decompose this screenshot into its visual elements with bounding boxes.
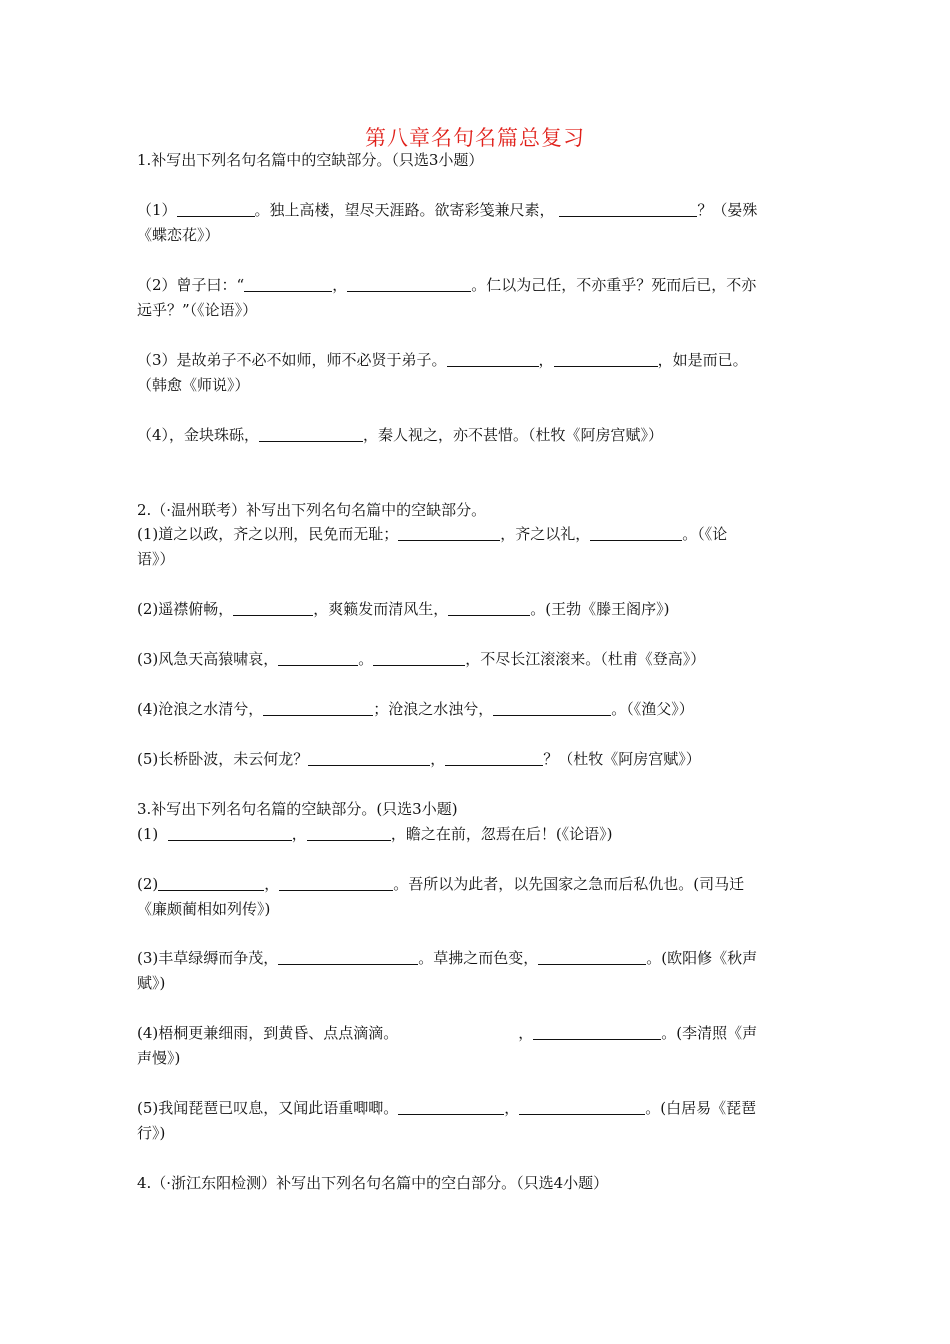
blank[interactable] xyxy=(448,599,530,616)
blank[interactable] xyxy=(278,649,358,666)
blank[interactable] xyxy=(373,649,465,666)
blank[interactable] xyxy=(279,874,393,891)
blank[interactable] xyxy=(398,524,500,541)
s3-q2-line2: 《廉颇蔺相如列传》) xyxy=(137,900,271,918)
blank[interactable] xyxy=(233,599,313,616)
blank[interactable] xyxy=(168,824,292,841)
section-4-heading: 4.（·浙江东阳检测）补写出下列名句名篇中的空白部分。（只选4小题） xyxy=(137,1174,609,1192)
s1-q3-line2: （韩愈《师说》） xyxy=(137,376,250,394)
s2-q1-line1: (1)道之以政，齐之以刑，民免而无耻； ，齐之以礼， 。（《论 xyxy=(137,525,728,543)
blank[interactable] xyxy=(308,749,430,766)
blank[interactable] xyxy=(158,874,264,891)
s2-q5-line: (5)长桥卧波，未云何龙？ ， ？（杜牧《阿房宫赋》） xyxy=(137,750,701,768)
blank[interactable] xyxy=(398,1098,504,1115)
blank[interactable] xyxy=(533,1023,661,1040)
s3-q5-line1: (5)我闻琵琶已叹息，又闻此语重唧唧。 ， 。(白居易《琵琶 xyxy=(137,1099,757,1117)
section-1-heading: 1.补写出下列名句名篇中的空缺部分。（只选3小题） xyxy=(137,151,484,169)
blank[interactable] xyxy=(493,699,611,716)
s3-q1-line: (1) ， ，瞻之在前，忽焉在后！(《论语》) xyxy=(137,825,613,843)
s1-q2-line1: （2）曾子曰：“ ， 。仁以为己任，不亦重乎？死而后已，不亦 xyxy=(137,276,757,294)
s3-q4-line1: (4)梧桐更兼细雨，到黄昏、点点滴滴。 ， 。(李清照《声 xyxy=(137,1024,758,1042)
blank[interactable] xyxy=(244,275,332,292)
s2-q2-line: (2)遥襟俯畅， ，爽籁发而清风生， 。(王勃《滕王阁序》) xyxy=(137,600,670,618)
blank[interactable] xyxy=(519,1098,645,1115)
blank[interactable] xyxy=(177,200,255,217)
blank[interactable] xyxy=(447,350,539,367)
s1-q1-line2: 《蝶恋花》） xyxy=(137,226,220,244)
s3-q3-line1: (3)丰草绿缛而争茂， 。草拂之而色变， 。(欧阳修《秋声 xyxy=(137,949,758,967)
s2-q1-line2: 语》） xyxy=(137,550,175,568)
blank[interactable] xyxy=(259,425,363,442)
blank[interactable] xyxy=(559,200,697,217)
s2-q4-line: (4)沧浪之水清兮， ；沧浪之水浊兮， 。（《渔父》） xyxy=(137,700,694,718)
blank[interactable] xyxy=(445,749,543,766)
s2-q3-line: (3)风急天高猿啸哀， 。 ，不尽长江滚滚来。（杜甫《登高》） xyxy=(137,650,706,668)
s3-q4-line2: 声慢》) xyxy=(137,1049,181,1067)
s1-q1-line1: （1） 。独上高楼，望尽天涯路。欲寄彩笺兼尺素， ？（晏殊 xyxy=(137,201,758,219)
section-2-heading: 2.（·温州联考）补写出下列名句名篇中的空缺部分。 xyxy=(137,501,487,519)
blank[interactable] xyxy=(307,824,391,841)
blank[interactable] xyxy=(263,699,373,716)
section-3-heading: 3.补写出下列名句名篇的空缺部分。(只选3小题) xyxy=(137,800,458,818)
s3-q3-line2: 赋》) xyxy=(137,974,166,992)
blank[interactable] xyxy=(554,350,658,367)
s1-q2-line2: 远乎？”（《论语》） xyxy=(137,301,258,319)
blank[interactable] xyxy=(347,275,471,292)
s3-q2-line1: (2) ， 。吾所以为此者，以先国家之急而后私仇也。(司马迁 xyxy=(137,875,745,893)
blank[interactable] xyxy=(278,948,418,965)
page-title: 第八章名句名篇总复习 xyxy=(365,126,585,150)
s1-q4-line: （4），金块珠砾， ，秦人视之，亦不甚惜。（杜牧《阿房宫赋》） xyxy=(137,426,664,444)
s1-q3-line1: （3）是故弟子不必不如师，师不必贤于弟子。 ， ，如是而已。 xyxy=(137,351,748,369)
blank[interactable] xyxy=(590,524,682,541)
blank[interactable] xyxy=(538,948,646,965)
s3-q5-line2: 行》) xyxy=(137,1124,166,1142)
